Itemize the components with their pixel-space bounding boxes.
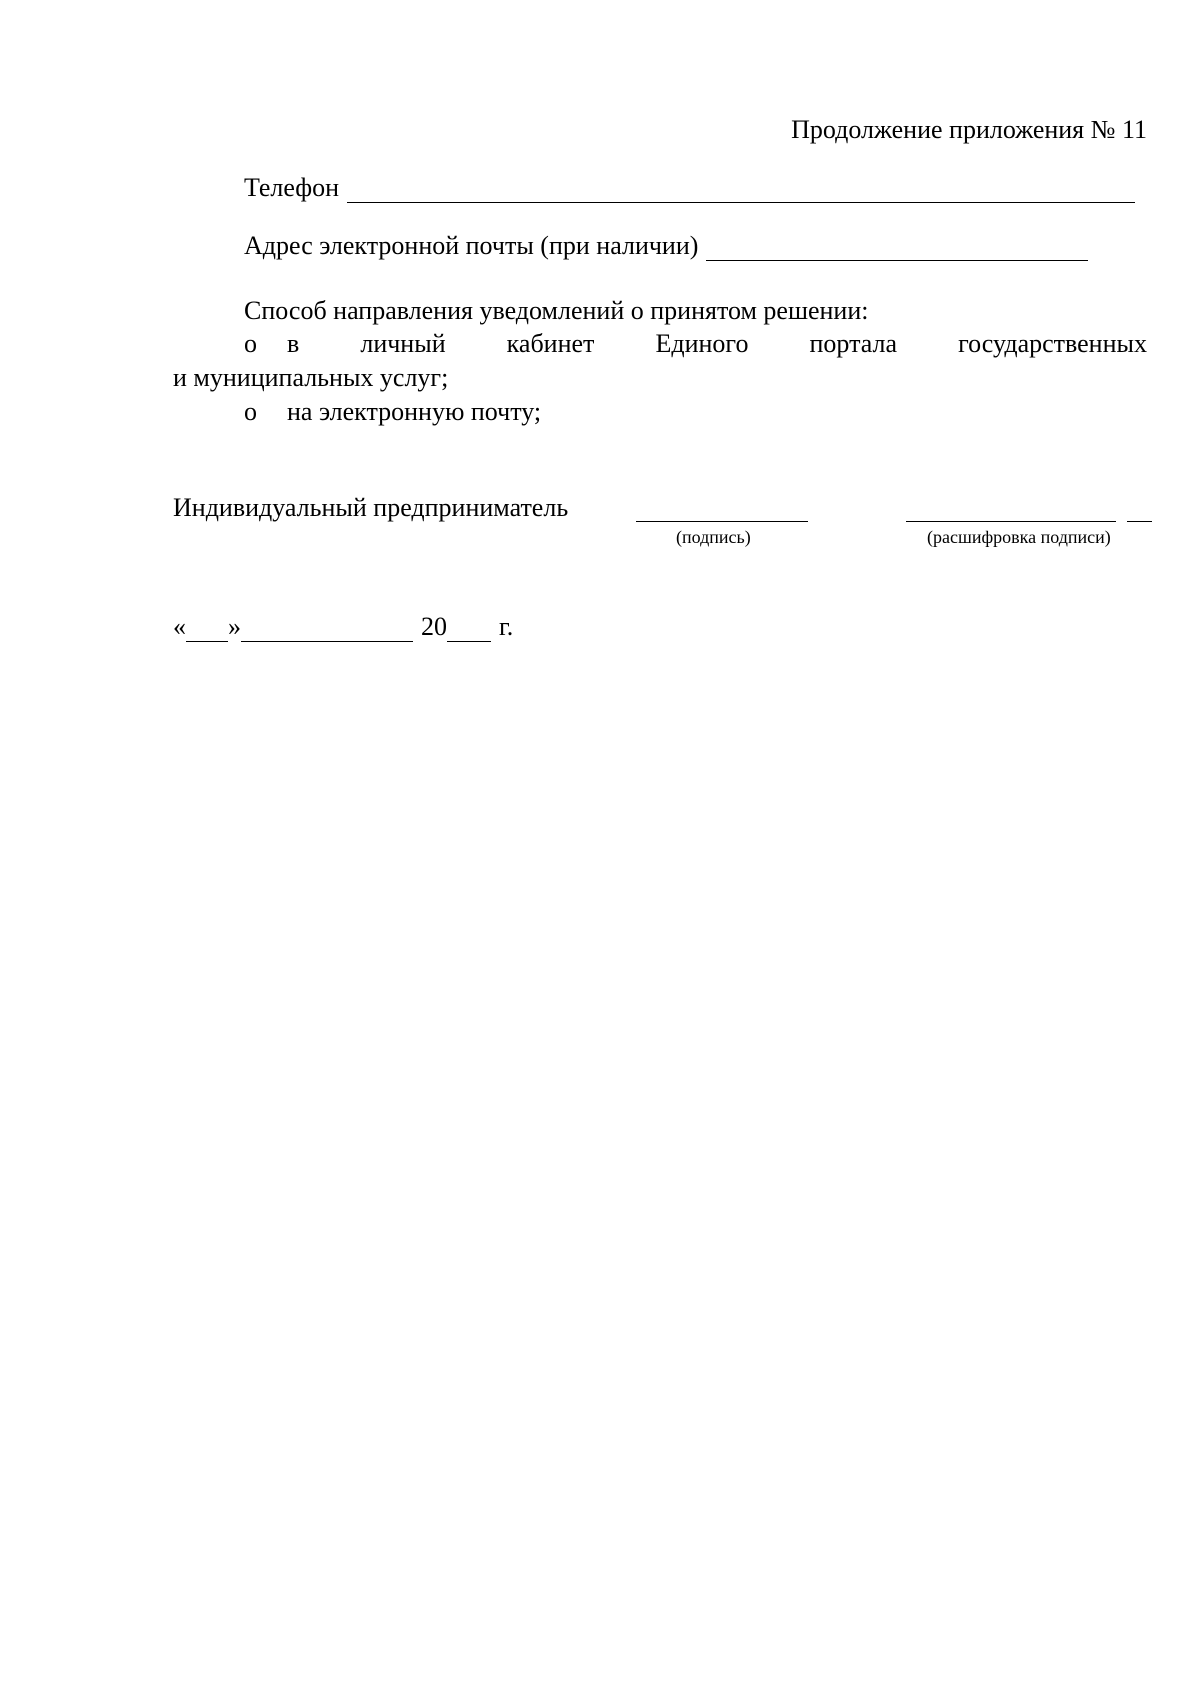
phone-field <box>244 173 1135 203</box>
date-open-quote: « <box>173 612 186 641</box>
phone-blank[interactable] <box>347 180 1135 203</box>
option1-word: Единого <box>655 329 749 358</box>
option1-word: портала <box>809 329 898 358</box>
signature-caption: (подпись) <box>676 527 751 547</box>
email-blank[interactable] <box>706 238 1088 261</box>
option1-word: личный <box>360 329 446 358</box>
decoding-caption: (расшифровка подписи) <box>927 527 1111 547</box>
date-year-blank[interactable] <box>447 619 491 642</box>
option1-word: государственных <box>958 329 1147 358</box>
option1-continuation: и муниципальных услуг; <box>173 363 449 392</box>
signature-extra-blank <box>1127 521 1152 522</box>
signature-blank[interactable] <box>636 521 808 522</box>
signer-label: Индивидуальный предприниматель <box>173 493 569 522</box>
option2-checkbox[interactable]: o <box>244 397 257 426</box>
date-year-suffix: г. <box>499 612 514 641</box>
phone-label: Телефон <box>244 173 340 202</box>
email-label: Адрес электронной почты (при наличии) <box>244 231 699 260</box>
option2-text: на электронную почту; <box>287 397 542 426</box>
option1-text <box>287 329 1147 359</box>
option1-word: кабинет <box>506 329 595 358</box>
date-close-quote: » <box>228 612 241 641</box>
option1-word: в <box>287 329 300 358</box>
signature-decoding-blank[interactable] <box>906 521 1116 522</box>
date-line <box>173 612 513 642</box>
date-month-blank[interactable] <box>241 619 413 642</box>
notification-method-title: Способ направления уведомлений о принятом решении: <box>244 296 869 325</box>
option1-checkbox[interactable]: o <box>244 329 257 358</box>
continuation-header: Продолжение приложения № 11 <box>791 115 1147 144</box>
email-field <box>244 231 1088 261</box>
date-year-prefix: 20 <box>421 612 447 641</box>
date-day-blank[interactable] <box>186 619 228 642</box>
